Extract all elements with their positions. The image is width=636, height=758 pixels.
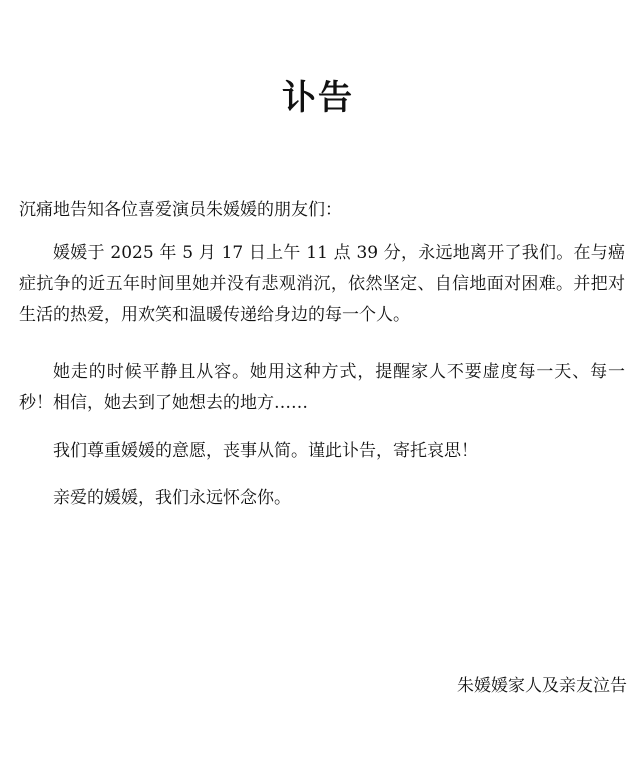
paragraph-passing-announcement: 媛媛于 2025 年 5 月 17 日上午 11 点 39 分，永远地离开了我们。在与癌症抗争的近五年时间里她并没有悲观消沉，依然坚定、自信地面对困难。并把对生活的热爱，用欢笑和温暖传递给身边的每一个人。 — [19, 243, 625, 325]
paragraph-peaceful-departure: 她走的时候平静且从容。她用这种方式，提醒家人不要虚度每一天、每一秒！相信，她去到了她想去的地方…… — [19, 362, 625, 413]
paragraph-remembrance: 亲爱的媛媛，我们永远怀念你。 — [53, 488, 291, 508]
signature-line: 朱媛媛家人及亲友泣告 — [457, 676, 627, 696]
paragraph-simple-funeral: 我们尊重媛媛的意愿，丧事从简。谨此讣告，寄托哀思！ — [53, 441, 478, 461]
document-title: 讣告 — [282, 78, 354, 118]
salutation-line: 沉痛地告知各位喜爱演员朱媛媛的朋友们： — [19, 200, 342, 220]
